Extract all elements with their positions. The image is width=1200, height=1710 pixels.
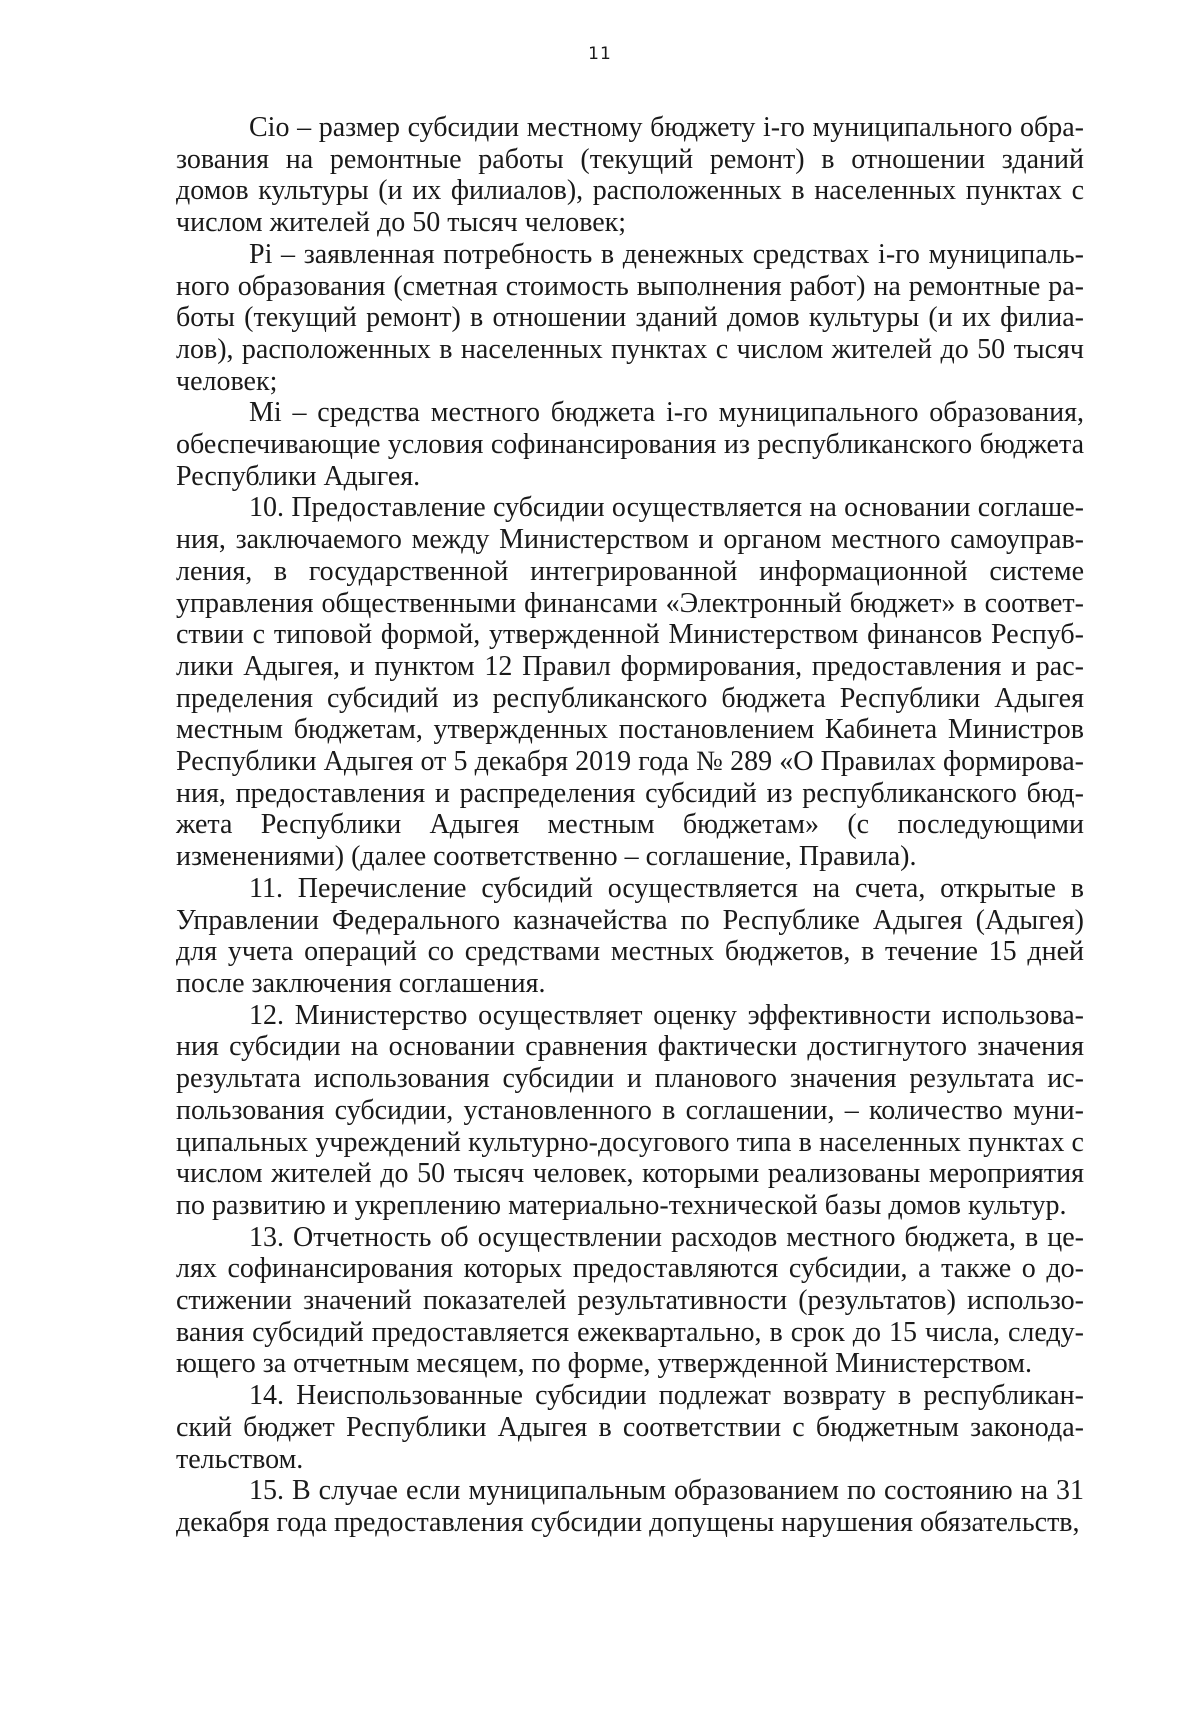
paragraph-clause-12: 12. Министерство осуществляет оценку эффективности использования субсидии на основании сравнения фактически достигнутого значения результата использования субсидии и планового значения результата использования субсидии, установленного в соглашении, – количество муниципальных учреждений культурно-досугового типа в населенных пунктах с числом жителей до 50 тысяч человек, которыми реализованы мероприятия по развитию и укреплению материально-технической базы домов культур.: [176, 999, 1084, 1221]
paragraph-clause-10: 10. Предоставление субсидии осуществляется на основании соглашения, заключаемого между Министерством и органом местного самоуправления, в государственной интегрированной информационной системе управления общественными финансами «Электронный бюджет» в соответствии с типовой формой, утвержденной Министерством финансов Республики Адыгея, и пунктом 12 Правил формирования, предоставления и распределения субсидий из республиканского бюджета Республики Адыгея местным бюджетам, утвержденных постановлением Кабинета Министров Республики Адыгея от 5 декабря 2019 года № 289 «О Правилах формирования, предоставления и распределения субсидий из республиканского бюджета Республики Адыгея местным бюджетам» (с последующими изменениями) (далее соответственно – соглашение, Правила).: [176, 492, 1084, 873]
paragraph-cio-definition: Cio – размер субсидии местному бюджету i-го муниципального образования на ремонтные работы (текущий ремонт) в отношении зданий домов культуры (и их филиалов), расположенных в населенных пунктах с числом жителей до 50 тысяч человек;: [176, 112, 1084, 239]
paragraph-clause-14: 14. Неиспользованные субсидии подлежат возврату в республиканский бюджет Республики Адыгея в соответствии с бюджетным законодательством.: [176, 1380, 1084, 1475]
paragraph-clause-11: 11. Перечисление субсидий осуществляется на счета, открытые в Управлении Федерального казначейства по Республике Адыгея (Адыгея) для учета операций со средствами местных бюджетов, в течение 15 дней после заключения соглашения.: [176, 872, 1084, 999]
paragraph-pi-definition: Pi – заявленная потребность в денежных средствах i-го муниципального образования (сметная стоимость выполнения работ) на ремонтные работы (текущий ремонт) в отношении зданий домов культуры (и их филиалов), расположенных в населенных пунктах с числом жителей до 50 тысяч человек;: [176, 238, 1084, 397]
paragraph-clause-13: 13. Отчетность об осуществлении расходов местного бюджета, в целях софинансирования которых предоставляются субсидии, а также о достижении значений показателей результативности (результатов) использования субсидий предоставляется ежеквартально, в срок до 15 числа, следующего за отчетным месяцем, по форме, утвержденной Министерством.: [176, 1221, 1084, 1380]
page-number: 11: [588, 44, 612, 64]
paragraph-mi-definition: Mi – средства местного бюджета i-го муниципального образования, обеспечивающие условия софинансирования из республиканского бюджета Республики Адыгея.: [176, 397, 1084, 492]
paragraph-clause-15: 15. В случае если муниципальным образованием по состоянию на 31 декабря года предоставления субсидии допущены нарушения обязательств,: [176, 1475, 1084, 1538]
document-body: [176, 112, 1084, 1539]
